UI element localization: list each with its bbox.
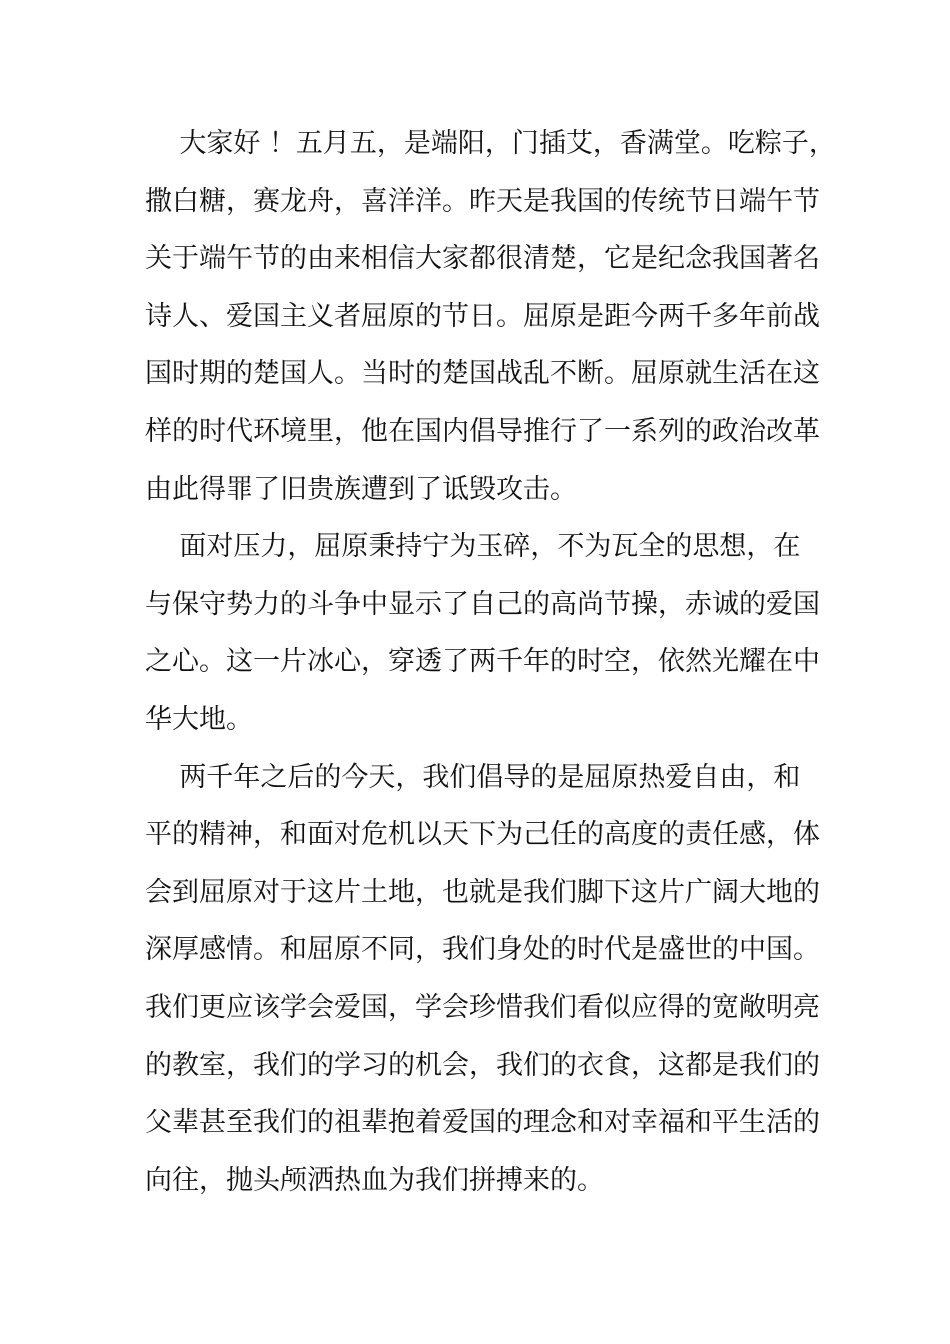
paragraph-2	[145, 518, 845, 748]
text-line: 华大地。	[145, 703, 253, 735]
text-line: 会到屈原对于这片土地，也就是我们脚下这片广阔大地的	[145, 876, 820, 908]
text-line: 诗人、爱国主义者屈原的节日。屈原是距今两千多年前战	[145, 300, 820, 332]
text-line: 的教室，我们的学习的机会，我们的衣食，这都是我们的	[145, 1049, 820, 1081]
text-line: 国时期的楚国人。当时的楚国战乱不断。屈原就生活在这	[145, 358, 820, 390]
text-line: 样的时代环境里，他在国内倡导推行了一系列的政治改革	[145, 415, 820, 447]
text-line: 由此得罪了旧贵族遭到了诋毁攻击。	[145, 473, 577, 505]
paragraph-3	[145, 749, 845, 1210]
paragraph-1	[145, 115, 845, 518]
text-line: 大家好 ！五月五，是端阳，门插艾，香满堂。吃粽子，	[145, 128, 836, 159]
text-line: 深厚感情。和屈原不同，我们身处的时代是盛世的中国。	[145, 934, 820, 966]
text-line: 我们更应该学会爱国，学会珍惜我们看似应得的宽敞明亮	[145, 991, 820, 1023]
text-line: 两千年之后的今天，我们倡导的是屈原热爱自由，和	[145, 761, 801, 793]
text-line: 之心。这一片冰心，穿透了两千年的时空，依然光耀在中	[145, 646, 820, 678]
text-line: 与保守势力的斗争中显示了自己的高尚节操，赤诚的爱国	[145, 588, 820, 620]
document-body	[145, 115, 845, 1209]
text-line: 父辈甚至我们的祖辈抱着爱国的理念和对幸福和平生活的	[145, 1107, 820, 1139]
text-line: 向往，抛头颅洒热血为我们拼搏来的。	[145, 1164, 604, 1196]
text-line: 撒白糖，赛龙舟，喜洋洋。昨天是我国的传统节日端午节	[145, 185, 820, 217]
text-line: 面对压力，屈原秉持宁为玉碎，不为瓦全的思想，在	[145, 531, 801, 563]
text-line: 关于端午节的由来相信大家都很清楚，它是纪念我国著名	[145, 243, 820, 275]
text-line: 平的精神，和面对危机以天下为己任的高度的责任感，体	[145, 819, 820, 851]
